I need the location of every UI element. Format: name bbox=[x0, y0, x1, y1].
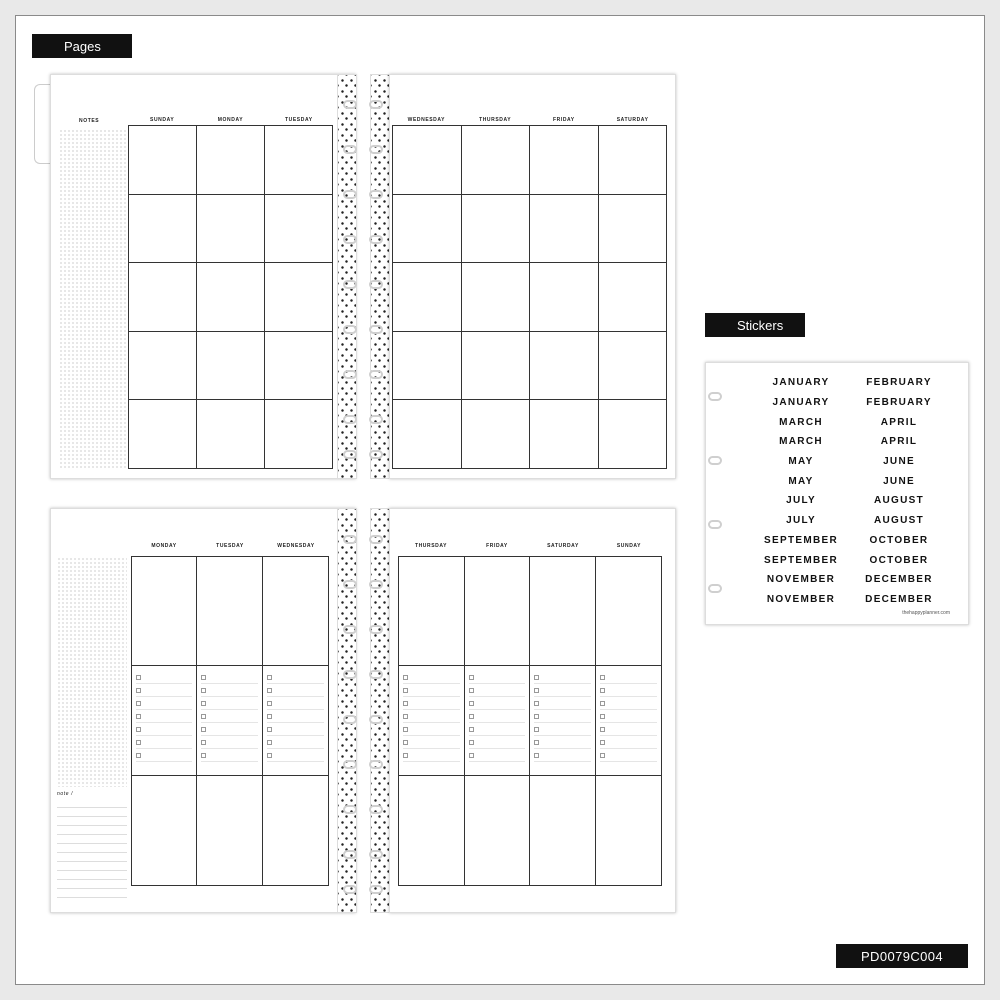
day-header: WEDNESDAY bbox=[277, 543, 315, 549]
notes-dot-grid bbox=[59, 129, 127, 469]
day-header: SUNDAY bbox=[616, 543, 642, 549]
notes-label: NOTES bbox=[79, 118, 100, 124]
day-column bbox=[399, 557, 465, 885]
sheet-ring bbox=[708, 584, 722, 593]
weekly-left-day-headers bbox=[131, 543, 329, 551]
day-header: MONDAY bbox=[217, 117, 244, 123]
month-sticker: SEPTEMBER bbox=[764, 554, 838, 566]
note-label: note / bbox=[57, 791, 74, 797]
sticker-sheet bbox=[705, 362, 969, 625]
day-header: SUNDAY bbox=[150, 117, 175, 123]
sheet-ring bbox=[708, 456, 722, 465]
month-sticker: SEPTEMBER bbox=[764, 534, 838, 546]
month-sticker: JANUARY bbox=[772, 397, 830, 409]
month-sticker: OCTOBER bbox=[869, 534, 929, 546]
month-sticker: JUNE bbox=[883, 475, 915, 487]
monthly-left-day-headers bbox=[128, 117, 333, 125]
day-header: TUESDAY bbox=[285, 117, 313, 123]
month-sticker: MAY bbox=[788, 475, 814, 487]
weekly-right-page bbox=[389, 508, 676, 913]
weekly-left-columns bbox=[131, 556, 329, 886]
day-header: THURSDAY bbox=[414, 543, 448, 549]
month-sticker: FEBRUARY bbox=[866, 397, 932, 409]
month-sticker: OCTOBER bbox=[869, 554, 929, 566]
sheet-ring bbox=[708, 392, 722, 401]
monthly-right-page bbox=[389, 74, 676, 479]
month-sticker: DECEMBER bbox=[865, 574, 933, 586]
month-sticker: FEBRUARY bbox=[866, 377, 932, 389]
weekly-dot-grid bbox=[57, 557, 127, 787]
month-sticker: JUNE bbox=[883, 456, 915, 468]
weekly-left-page bbox=[50, 508, 356, 913]
sheet-ring bbox=[708, 520, 722, 529]
month-sticker: DECEMBER bbox=[865, 593, 933, 605]
day-header: SATURDAY bbox=[547, 543, 579, 549]
day-column bbox=[197, 557, 262, 885]
day-column bbox=[263, 557, 328, 885]
weekly-right-columns bbox=[398, 556, 662, 886]
day-header: FRIDAY bbox=[552, 117, 575, 123]
day-column bbox=[530, 557, 596, 885]
brand-url: thehappyplanner.com bbox=[902, 610, 950, 616]
monthly-left-calendar-grid bbox=[128, 125, 333, 469]
pages-label: Pages bbox=[32, 34, 132, 58]
day-header: FRIDAY bbox=[486, 543, 508, 549]
month-sticker: MARCH bbox=[779, 436, 823, 448]
monthly-right-day-headers bbox=[392, 117, 667, 125]
month-sticker: JULY bbox=[786, 495, 816, 507]
day-column bbox=[465, 557, 531, 885]
stickers-label: Stickers bbox=[705, 313, 805, 337]
monthly-right-calendar-grid bbox=[392, 125, 667, 469]
month-sticker: MAY bbox=[788, 456, 814, 468]
month-sticker: APRIL bbox=[880, 416, 918, 428]
weekly-right-day-headers bbox=[398, 543, 662, 551]
day-header: TUESDAY bbox=[216, 543, 244, 549]
day-header: THURSDAY bbox=[479, 117, 512, 123]
month-sticker: NOVEMBER bbox=[766, 574, 836, 586]
day-column bbox=[596, 557, 662, 885]
month-sticker: APRIL bbox=[880, 436, 918, 448]
product-code-label: PD0079C004 bbox=[836, 944, 968, 968]
day-header: WEDNESDAY bbox=[407, 117, 446, 123]
month-sticker: JANUARY bbox=[772, 377, 830, 389]
day-header: SATURDAY bbox=[616, 117, 649, 123]
month-sticker: AUGUST bbox=[873, 515, 925, 527]
note-lines bbox=[57, 799, 127, 899]
month-sticker: NOVEMBER bbox=[766, 593, 836, 605]
month-sticker: JULY bbox=[786, 515, 816, 527]
day-header: MONDAY bbox=[151, 543, 177, 549]
month-sticker: AUGUST bbox=[873, 495, 925, 507]
day-column bbox=[132, 557, 197, 885]
month-sticker: MARCH bbox=[779, 416, 823, 428]
month-sticker-grid bbox=[756, 373, 944, 609]
monthly-left-page bbox=[50, 74, 356, 479]
